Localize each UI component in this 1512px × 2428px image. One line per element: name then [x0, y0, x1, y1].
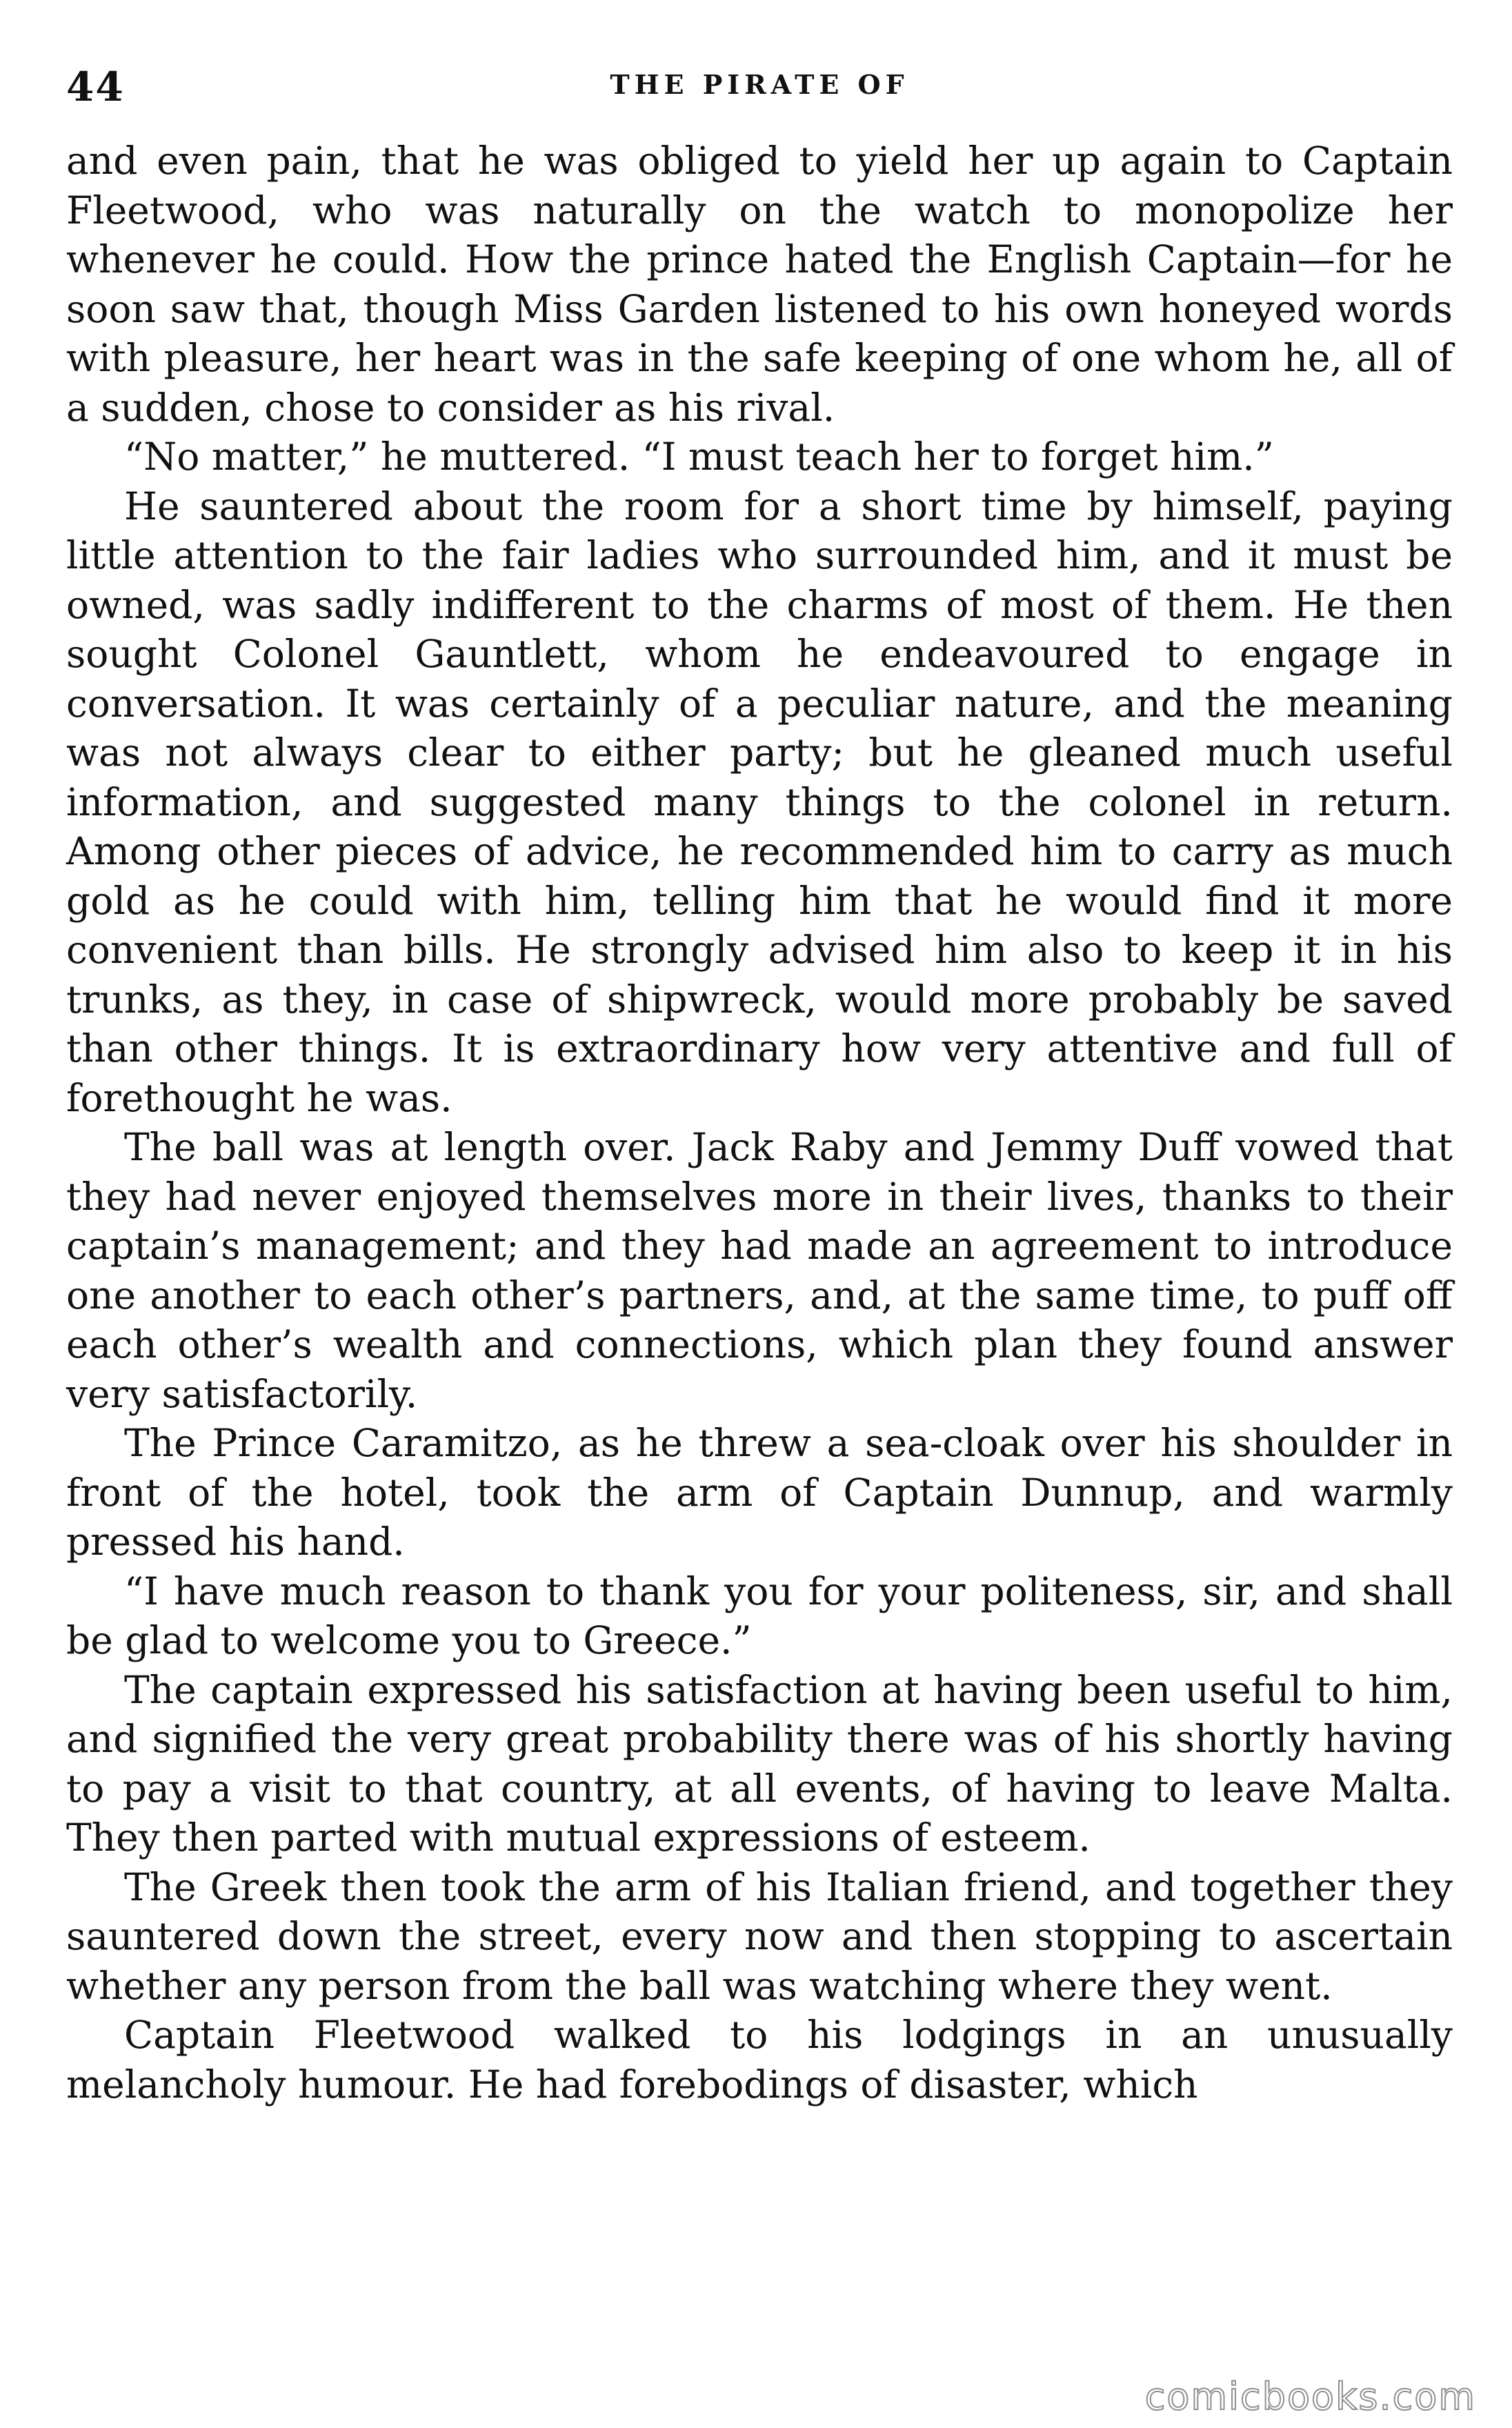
- paragraph: “No matter,” he muttered. “I must teach her to forget him.”: [124, 435, 1274, 479]
- page-number: 44: [66, 63, 125, 110]
- body-text: [66, 137, 1453, 2109]
- paragraph: “I have much reason to thank you for your politeness, sir, and shall be glad to welcome you to Greece.”: [66, 1569, 1453, 1662]
- running-title: THE PIRATE OF: [610, 69, 909, 100]
- paragraph: The captain expressed his satisfaction at having been useful to him, and signified the very great probability there was of his shortly having to pay a visit to that country, at all events, of having to leave Malta. They then parted with mutual expressions of esteem.: [66, 1667, 1453, 1860]
- paragraph: Captain Fleetwood walked to his lodgings in an unusually melancholy humour. He had forebodings of disaster, which: [66, 2013, 1453, 2107]
- paragraph: The Prince Caramitzo, as he threw a sea-cloak over his shoulder in front of the hotel, took the arm of Captain Dunnup, and warmly pressed his hand.: [66, 1421, 1453, 1564]
- page-header: [66, 63, 1453, 112]
- paragraph: and even pain, that he was obliged to yield her up again to Captain Fleetwood, who was naturally on the watch to monopolize her whenever he could. How the prince hated the English Captain—for he soon saw that, though Miss Garden listened to his own honeyed words with pleasure, her heart was in the safe keeping of one whom he, all of a sudden, chose to consider as his rival.: [66, 139, 1453, 430]
- paragraph: The ball was at length over. Jack Raby and Jemmy Duff vowed that they had never enjoyed themselves more in their lives, thanks to their captain’s management; and they had made an agreement to introduce one another to each other’s partners, and, at the same time, to puff off each other’s wealth and connections, which plan they found answer very satisfactorily.: [66, 1125, 1453, 1416]
- paragraph: The Greek then took the arm of his Italian friend, and together they sauntered down the street, every now and then stopping to ascertain whether any person from the ball was watching where they went.: [66, 1864, 1453, 2008]
- paragraph: He sauntered about the room for a short time by himself, paying little attention to the fair ladies who surrounded him, and it must be owned, was sadly indifferent to the charms of most of them. He then sought Colonel Gauntlett, whom he endeavoured to engage in conversation. It was certainly of a peculiar nature, and the meaning was not always clear to either party; but he gleaned much useful information, and suggested many things to the colonel in return. Among other pieces of advice, he recommended him to carry as much gold as he could with him, telling him that he would find it more convenient than bills. He strongly advised him also to keep it in his trunks, as they, in case of shipwreck, would more probably be saved than other things. It is extraordinary how very attentive and full of forethought he was.: [66, 484, 1453, 1120]
- watermark: comicbooks.com: [1144, 2375, 1476, 2418]
